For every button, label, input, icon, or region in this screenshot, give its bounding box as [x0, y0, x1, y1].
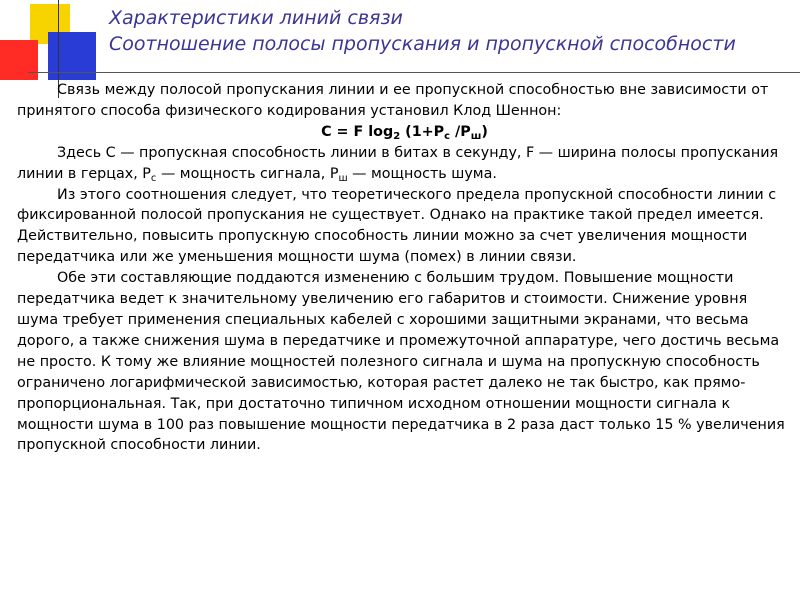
- slide-body: [17, 80, 792, 456]
- formula-part: (1+P: [400, 123, 445, 140]
- definitions-sub: ш: [338, 172, 348, 184]
- title-line-1: Характеристики линий связи: [109, 7, 403, 29]
- formula-sub: 2: [393, 130, 401, 142]
- logo-red-square: [0, 40, 38, 80]
- formula-sub: ш: [470, 130, 482, 142]
- conclusion-paragraph: Из этого соотношения следует, что теоретического предела пропускной способности линии с фиксированной полосой пропускания не существует. Однако на практике такой предел имеется. Действительно, повысить пропускную способность линии можно за счет увеличения мощности передатчика или же уменьшения мощности шума (помех) в линии связи.: [17, 186, 777, 266]
- shannon-formula: [17, 122, 792, 143]
- definitions-text: — мощность шума.: [347, 165, 497, 182]
- formula-part: ): [481, 123, 488, 140]
- slide-title: [109, 5, 789, 57]
- formula-part: C = F log: [321, 123, 394, 140]
- definitions-text: — мощность сигнала, P: [156, 165, 339, 182]
- definitions-paragraph: [17, 143, 792, 185]
- title-line-2: Соотношение полосы пропускания и пропускной способности: [109, 33, 736, 55]
- definitions-text: Здесь C — пропускная способность линии в битах в секунду, F — ширина полосы пропускания линии в герцах, P: [17, 144, 779, 182]
- header-divider: [28, 72, 800, 73]
- slide-logo: [0, 0, 100, 90]
- practice-paragraph: Обе эти составляющие поддаются изменению с большим трудом. Повышение мощности передатчика ведет к значительному увеличению его габаритов и стоимости. Снижение уровня шума требует применения специальных кабелей с хорошими защитными экранами, что весьма дорого, а также снижения шума в передатчике и промежуточной аппаратуре, чего достичь весьма не просто. К тому же влияние мощностей полезного сигнала и шума на пропускную способность ограничено логарифмической зависимостью, которая растет далеко не так быстро, как прямо-пропорциональная. Так, при достаточно типичном исходном отношении мощности сигнала к мощности шума в 100 раз повышение мощности передатчика в 2 раза даст только 15 % увеличения пропускной способности линии.: [17, 270, 785, 454]
- formula-part: /P: [450, 123, 471, 140]
- definitions-sub: c: [150, 172, 157, 184]
- formula-sub: c: [444, 130, 451, 142]
- intro-paragraph: Связь между полосой пропускания линии и ее пропускной способностью вне зависимости от принятого способа физического кодирования установил Клод Шеннон:: [17, 82, 769, 119]
